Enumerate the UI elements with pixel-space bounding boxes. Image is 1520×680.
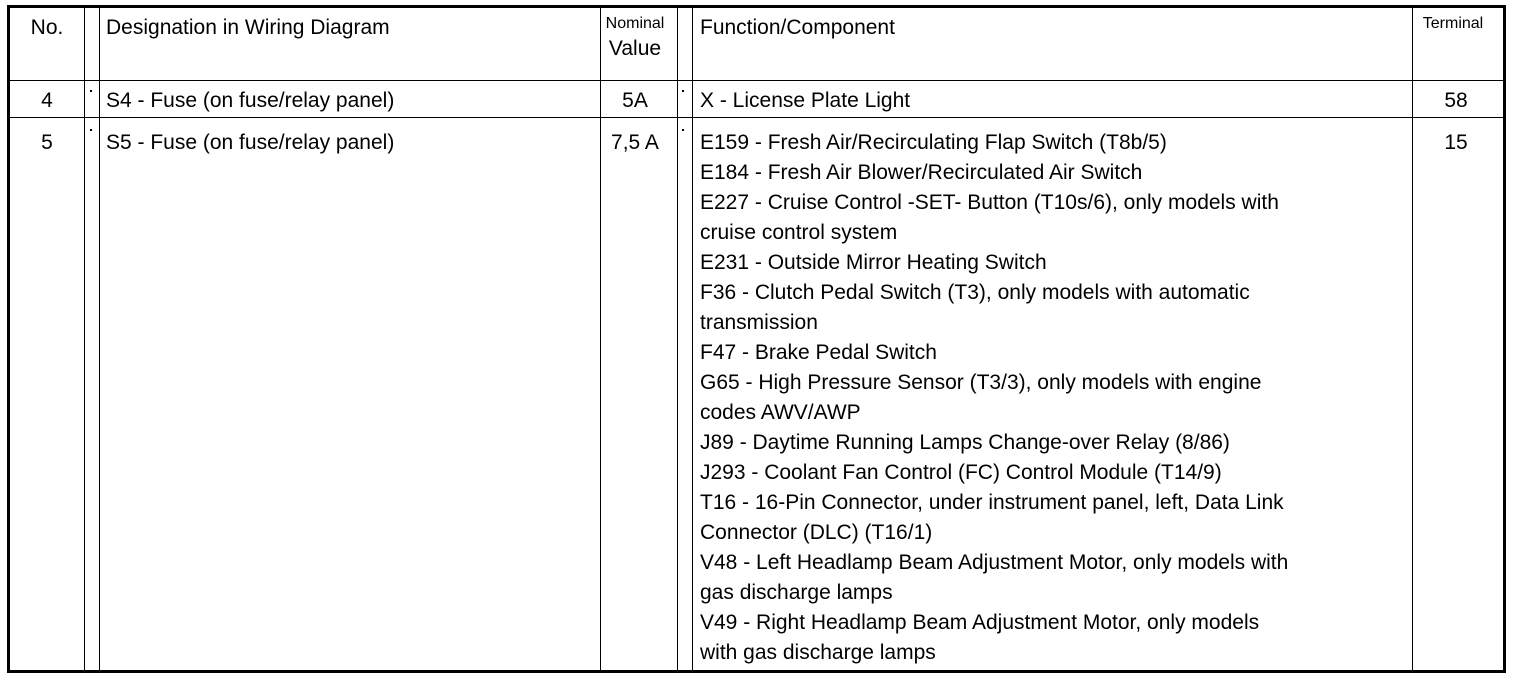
function-line: gas discharge lamps xyxy=(700,581,893,604)
function-line: T16 - 16-Pin Connector, under instrument panel, left, Data Link xyxy=(700,491,1284,514)
header-no: No. xyxy=(30,16,64,39)
cell-mark xyxy=(682,90,684,92)
function-line: E231 - Outside Mirror Heating Switch xyxy=(700,251,1047,274)
function-line: J89 - Daytime Running Lamps Change-over Relay (8/86) xyxy=(700,431,1230,454)
function-line: with gas discharge lamps xyxy=(700,641,936,664)
row-4-designation: S4 - Fuse (on fuse/relay panel) xyxy=(106,89,395,112)
col-divider xyxy=(677,8,678,670)
header-divider xyxy=(10,80,1503,81)
row-5-no: 5 xyxy=(41,131,53,154)
header-terminal: Terminal xyxy=(1422,15,1484,32)
col-divider xyxy=(99,8,100,670)
row-5-terminal: 15 xyxy=(1444,131,1468,154)
function-line: codes AWV/AWP xyxy=(700,401,861,424)
function-line: E159 - Fresh Air/Recirculating Flap Switch (T8b/5) xyxy=(700,131,1167,154)
header-designation: Designation in Wiring Diagram xyxy=(106,16,390,39)
col-divider xyxy=(84,8,85,670)
row-5-function-list xyxy=(700,128,1288,668)
cell-mark xyxy=(90,90,92,92)
row-4-terminal: 58 xyxy=(1444,89,1468,112)
cell-mark xyxy=(90,129,92,131)
function-line: Connector (DLC) (T16/1) xyxy=(700,521,933,544)
function-line: V48 - Left Headlamp Beam Adjustment Motor, only models with xyxy=(700,551,1289,574)
function-line: E227 - Cruise Control -SET- Button (T10s/6), only models with xyxy=(700,191,1279,214)
row-4-value: 5A xyxy=(622,89,648,112)
row-5-designation: S5 - Fuse (on fuse/relay panel) xyxy=(106,131,395,154)
function-line: transmission xyxy=(700,311,818,334)
cell-mark xyxy=(682,129,684,131)
function-line: V49 - Right Headlamp Beam Adjustment Motor, only models xyxy=(700,611,1260,634)
function-line: J293 - Coolant Fan Control (FC) Control Module (T14/9) xyxy=(700,461,1222,484)
header-function: Function/Component xyxy=(700,16,895,39)
function-line: F47 - Brake Pedal Switch xyxy=(700,341,937,364)
row-5-value: 7,5 A xyxy=(611,131,659,154)
function-line: cruise control system xyxy=(700,221,898,244)
row-4-function: X - License Plate Light xyxy=(700,89,911,112)
function-line: E184 - Fresh Air Blower/Recirculated Air Switch xyxy=(700,161,1143,184)
function-line: G65 - High Pressure Sensor (T3/3), only models with engine xyxy=(700,371,1262,394)
header-value: Value xyxy=(608,37,662,60)
function-line: F36 - Clutch Pedal Switch (T3), only models with automatic xyxy=(700,281,1250,304)
row-4-no: 4 xyxy=(41,89,53,112)
col-divider xyxy=(692,8,693,670)
row-divider xyxy=(10,117,1503,118)
header-nominal: Nominal xyxy=(605,15,665,32)
